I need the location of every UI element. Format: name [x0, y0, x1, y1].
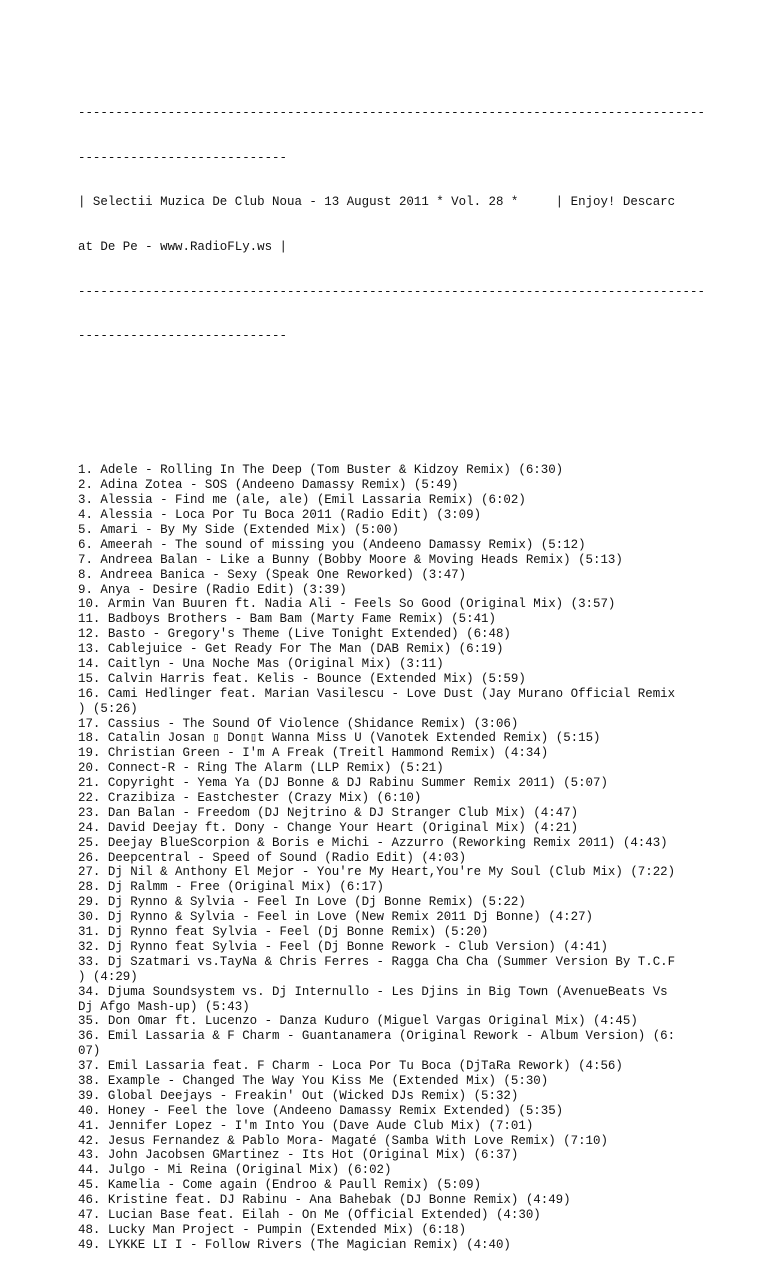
track-line: 42. Jesus Fernandez & Pablo Mora- Magaté (Samba With Love Remix) (7:10) [78, 1133, 608, 1148]
track-line: 23. Dan Balan - Freedom (DJ Nejtrino & DJ Stranger Club Mix) (4:47) [78, 805, 579, 820]
track-line: 49. LYKKE LI I - Follow Rivers (The Magician Remix) (4:40) [78, 1237, 511, 1252]
track-line: 11. Badboys Brothers - Bam Bam (Marty Fame Remix) (5:41) [78, 612, 496, 627]
track-line: 20. Connect-R - Ring The Alarm (LLP Remix) (5:21) [78, 761, 444, 776]
track-line: 8. Andreea Banica - Sexy (Speak One Reworked) (3:47) [78, 567, 467, 582]
document-page [78, 76, 720, 1268]
track-line: 18. Catalin Josan ▯ Don▯t Wanna Miss U (Vanotek Extended Remix) (5:15) [78, 731, 601, 746]
track-line: 38. Example - Changed The Way You Kiss Me (Extended Mix) (5:30) [78, 1073, 549, 1088]
track-line: 3. Alessia - Find me (ale, ale) (Emil Lassaria Remix) (6:02) [78, 493, 526, 508]
track-line: 41. Jennifer Lopez - I'm Into You (Dave Aude Club Mix) (7:01) [78, 1118, 534, 1133]
tracklist [78, 463, 720, 1252]
track-line: 32. Dj Rynno feat Sylvia - Feel (Dj Bonne Rework - Club Version) (4:41) [78, 939, 608, 954]
header-rule: ---------------------------- [78, 329, 287, 344]
track-line: 16. Cami Hedlinger feat. Marian Vasilescu - Love Dust (Jay Murano Official Remix [78, 686, 676, 701]
track-line: 36. Emil Lassaria & F Charm - Guantanamera (Original Rework - Album Version) (6: [78, 1029, 676, 1044]
track-line: 30. Dj Rynno & Sylvia - Feel in Love (New Remix 2011 Dj Bonne) (4:27) [78, 910, 593, 925]
track-line: 40. Honey - Feel the love (Andeeno Damassy Remix Extended) (5:35) [78, 1103, 564, 1118]
track-line: 21. Copyright - Yema Ya (DJ Bonne & DJ Rabinu Summer Remix 2011) (5:07) [78, 776, 608, 791]
track-line: 13. Cablejuice - Get Ready For The Man (DAB Remix) (6:19) [78, 642, 504, 657]
track-line: 29. Dj Rynno & Sylvia - Feel In Love (Dj Bonne Remix) (5:22) [78, 895, 526, 910]
track-line: 44. Julgo - Mi Reina (Original Mix) (6:02) [78, 1163, 392, 1178]
track-line: 14. Caitlyn - Una Noche Mas (Original Mix) (3:11) [78, 657, 444, 672]
track-line: 7. Andreea Balan - Like a Bunny (Bobby Moore & Moving Heads Remix) (5:13) [78, 552, 623, 567]
track-line: 17. Cassius - The Sound Of Violence (Shidance Remix) (3:06) [78, 716, 519, 731]
track-line: 37. Emil Lassaria feat. F Charm - Loca Por Tu Boca (DjTaRa Rework) (4:56) [78, 1059, 623, 1074]
track-line: 5. Amari - By My Side (Extended Mix) (5:00) [78, 523, 399, 537]
track-line: 9. Anya - Desire (Radio Edit) (3:39) [78, 582, 347, 597]
track-line: 24. David Deejay ft. Dony - Change Your Heart (Original Mix) (4:21) [78, 820, 579, 835]
track-line: 1. Adele - Rolling In The Deep (Tom Buster & Kidzoy Remix) (6:30) [78, 463, 564, 478]
track-line: 2. Adina Zotea - SOS (Andeeno Damassy Remix) (5:49) [78, 478, 459, 493]
track-line: 6. Ameerah - The sound of missing you (Andeeno Damassy Remix) (5:12) [78, 537, 586, 552]
spacer [78, 419, 720, 434]
track-line: 47. Lucian Base feat. Eilah - On Me (Official Extended) (4:30) [78, 1207, 541, 1222]
track-line: 26. Deepcentral - Speed of Sound (Radio Edit) (4:03) [78, 850, 467, 865]
track-line: 15. Calvin Harris feat. Kelis - Bounce (Extended Mix) (5:59) [78, 671, 526, 686]
track-line: 27. Dj Nil & Anthony El Mejor - You're My Heart,You're My Soul (Club Mix) (7:22) [78, 865, 676, 880]
track-line: 22. Crazibiza - Eastchester (Crazy Mix) (6:10) [78, 791, 422, 806]
track-line: ) (4:29) [78, 969, 138, 984]
header-rule: ---------------------------- [78, 150, 287, 165]
track-line: 07) [78, 1044, 101, 1059]
track-line: 48. Lucky Man Project - Pumpin (Extended Mix) (6:18) [78, 1222, 467, 1237]
track-line: 4. Alessia - Loca Por Tu Boca 2011 (Radio Edit) (3:09) [78, 508, 482, 523]
track-line: 19. Christian Green - I'm A Freak (Treitl Hammond Remix) (4:34) [78, 746, 549, 761]
track-line: 43. John Jacobsen GMartinez - Its Hot (Original Mix) (6:37) [78, 1148, 519, 1163]
track-line: 34. Djuma Soundsystem vs. Dj Internullo - Les Djins in Big Town (AvenueBeats Vs [78, 984, 668, 999]
track-line: 31. Dj Rynno feat Sylvia - Feel (Dj Bonne Remix) (5:20) [78, 925, 489, 940]
track-line: 45. Kamelia - Come again (Endroo & Paull Remix) (5:09) [78, 1178, 482, 1193]
track-line: 35. Don Omar ft. Lucenzo - Danza Kuduro (Miguel Vargas Original Mix) (4:45) [78, 1014, 638, 1029]
track-line: ) (5:26) [78, 701, 138, 716]
track-line: 10. Armin Van Buuren ft. Nadia Ali - Feels So Good (Original Mix) (3:57) [78, 597, 616, 612]
track-line: 39. Global Deejays - Freakin' Out (Wicked DJs Remix) (5:32) [78, 1088, 519, 1103]
track-line: Dj Afgo Mash-up) (5:43) [78, 999, 250, 1014]
track-line: 25. Deejay BlueScorpion & Boris e Michi - Azzurro (Reworking Remix 2011) (4:43) [78, 835, 668, 850]
header-title: at De Pe - www.RadioFLy.ws | [78, 239, 287, 254]
track-line: 12. Basto - Gregory's Theme (Live Tonight Extended) (6:48) [78, 627, 511, 642]
header-rule: ------------------------------------------------------------------------------------ [78, 105, 705, 120]
track-line: 46. Kristine feat. DJ Rabinu - Ana Bahebak (DJ Bonne Remix) (4:49) [78, 1193, 571, 1208]
spacer [78, 374, 720, 389]
header-rule: ------------------------------------------------------------------------------------ [78, 284, 705, 299]
header-title: | Selectii Muzica De Club Noua - 13 August 2011 * Vol. 28 * | Enjoy! Descarc [78, 195, 676, 210]
track-line: 33. Dj Szatmari vs.TayNa & Chris Ferres - Ragga Cha Cha (Summer Version By T.C.F [78, 954, 676, 969]
track-line: 28. Dj Ralmm - Free (Original Mix) (6:17) [78, 880, 385, 895]
